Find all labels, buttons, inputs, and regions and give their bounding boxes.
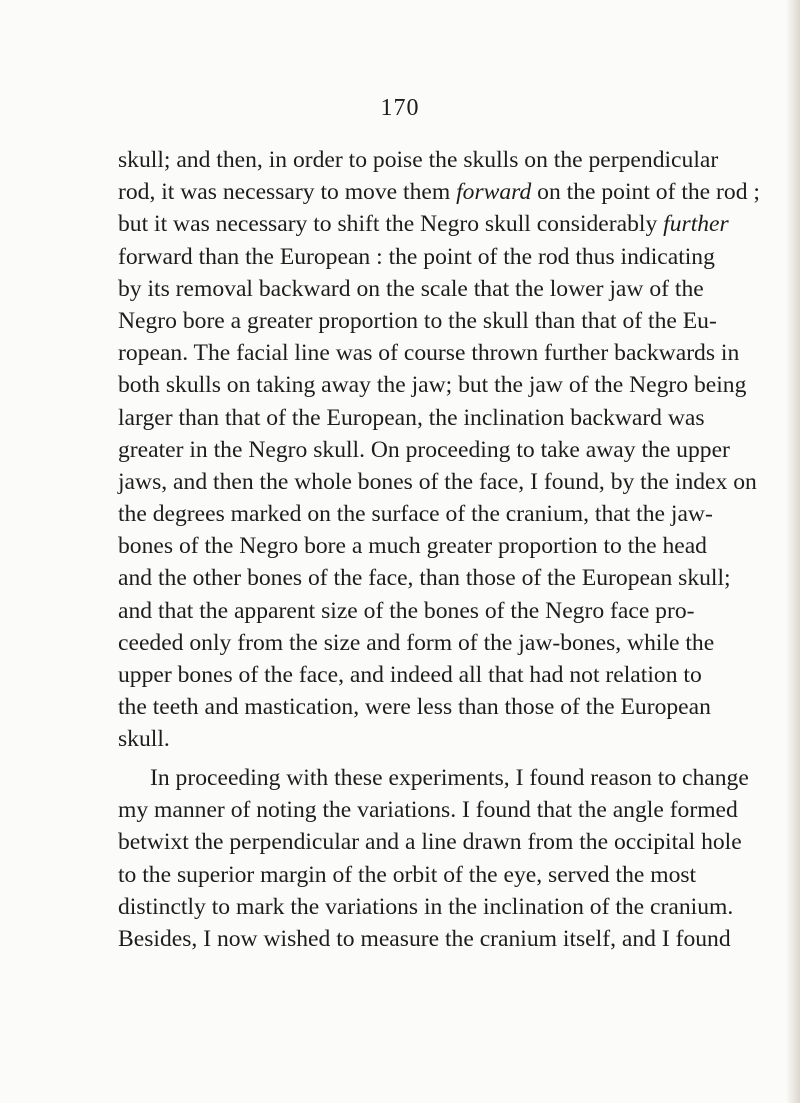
italic-word: further	[663, 211, 729, 238]
text-line: the teeth and mastication, were less than those of the European	[118, 694, 711, 721]
text-line: upper bones of the face, and indeed all that had not relation to	[118, 662, 702, 688]
text-line: jaws, and then the whole bones of the face, I found, by the index on	[118, 468, 757, 495]
page-number: 170	[380, 95, 420, 121]
text-line: ceeded only from the size and form of the jaw-bones, while the	[118, 629, 715, 656]
italic-word: forward	[456, 179, 532, 206]
text-line: forward than the European : the point of the rod thus indicating	[118, 243, 715, 270]
text-line: skull.	[118, 726, 170, 753]
text-line: both skulls on taking away the jaw; but the jaw of the Negro being	[118, 372, 747, 399]
text-line: and the other bones of the face, than those of the European skull;	[118, 565, 731, 592]
text-line: but it was necessary to shift the Negro skull considerably further	[118, 211, 729, 238]
text-line: larger than that of the European, the inclination backward was	[118, 404, 705, 431]
paragraph-2	[118, 762, 749, 955]
text-line: bones of the Negro bore a much greater proportion to the head	[118, 533, 707, 560]
text-line: my manner of noting the variations. I found that the angle formed	[118, 797, 738, 824]
text-line: distinctly to mark the variations in the inclination of the cranium.	[118, 893, 734, 920]
text-line: greater in the Negro skull. On proceeding to take away the upper	[118, 436, 730, 463]
paragraph-1	[118, 144, 760, 756]
text-line: rod, it was necessary to move them forward on the point of the rod ;	[118, 179, 760, 206]
text-line: betwixt the perpendicular and a line drawn from the occipital hole	[118, 829, 742, 856]
text-line: skull; and then, in order to poise the skulls on the perpendicular	[118, 147, 719, 173]
page-edge-shadow	[786, 0, 800, 1103]
text-line: by its removal backward on the scale that the lower jaw of the	[118, 275, 704, 302]
text-line: Besides, I now wished to measure the cranium itself, and I found	[118, 925, 731, 952]
text-line: In proceeding with these experiments, I found reason to change	[150, 765, 749, 791]
text-line: ropean. The facial line was of course thrown further backwards in	[118, 340, 740, 367]
text-line: to the superior margin of the orbit of the eye, served the most	[118, 861, 697, 888]
text-line: the degrees marked on the surface of the cranium, that the jaw-	[118, 501, 713, 528]
text-line: Negro bore a greater proportion to the skull than that of the Eu-	[118, 307, 717, 334]
text-line: and that the apparent size of the bones of the Negro face pro-	[118, 597, 695, 624]
